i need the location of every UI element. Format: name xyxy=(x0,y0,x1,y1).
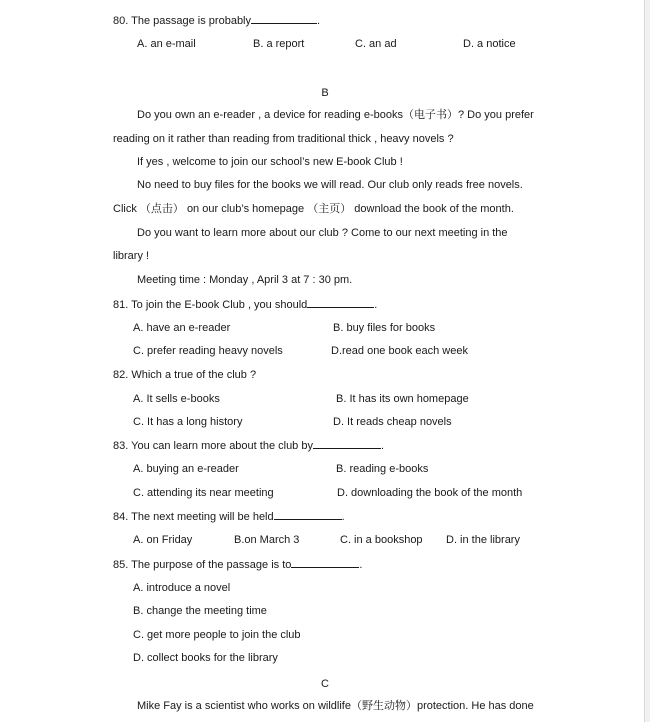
q84-option-c: C. in a bookshop xyxy=(340,534,423,546)
q82-option-c: C. It has a long history xyxy=(133,416,243,428)
q81-answer-blank xyxy=(307,297,374,308)
q85-option-d: D. collect books for the library xyxy=(133,652,278,664)
section-b-heading: B xyxy=(321,87,329,99)
section-c-heading: C xyxy=(321,678,329,690)
q82-option-b: B. It has its own homepage xyxy=(336,393,469,405)
q82-stem: 82. Which a true of the club ? xyxy=(113,369,257,381)
passage-b-line-3: If yes , welcome to join our school’s new E-book Club ! xyxy=(137,156,403,168)
q85-option-a: A. introduce a novel xyxy=(133,582,231,594)
q85-option-b: B. change the meeting time xyxy=(133,605,267,617)
passage-b-line-1: Do you own an e-reader , a device for reading e-books（电子书）? Do you prefer xyxy=(137,109,534,121)
q83-stem xyxy=(113,438,384,453)
q81-option-a: A. have an e-reader xyxy=(133,322,231,334)
q83-stem-period: . xyxy=(380,440,385,452)
q85-answer-blank xyxy=(291,557,359,568)
q81-option-c: C. prefer reading heavy novels xyxy=(133,345,283,357)
q80-option-b: B. a report xyxy=(253,38,305,50)
passage-b-line-5: Click （点击） on our club’s homepage （主页） download the book of the month. xyxy=(113,203,514,215)
q81-option-d: D.read one book each week xyxy=(331,345,468,357)
q84-option-b: B.on March 3 xyxy=(234,534,300,546)
q85-stem xyxy=(113,557,362,572)
q84-stem-period: . xyxy=(341,511,345,523)
q84-option-d: D. in the library xyxy=(446,534,520,546)
q81-option-b: B. buy files for books xyxy=(333,322,436,334)
q84-option-a: A. on Friday xyxy=(133,534,193,546)
meeting-time: Meeting time : Monday , April 3 at 7 : 30 pm. xyxy=(137,274,353,286)
q85-option-c: C. get more people to join the club xyxy=(133,629,301,641)
q83-answer-blank xyxy=(313,438,381,449)
q80-stem xyxy=(113,13,320,28)
q80-stem-text: 80. The passage is probably xyxy=(113,15,251,27)
q85-stem-period: . xyxy=(359,559,363,571)
passage-c-line-1: Mike Fay is a scientist who works on wildlife（野生动物）protection. He has done xyxy=(137,700,534,712)
q80-stem-period: . xyxy=(317,15,321,27)
q83-option-b: B. reading e-books xyxy=(336,463,429,475)
q80-answer-blank xyxy=(251,13,317,24)
q80-option-a: A. an e-mail xyxy=(137,38,196,50)
q81-stem-text: 81. To join the E-book Club , you should xyxy=(113,299,308,311)
q83-option-a: A. buying an e-reader xyxy=(133,463,239,475)
q83-option-d: D. downloading the book of the month xyxy=(337,487,523,499)
q85-stem-text: 85. The purpose of the passage is to xyxy=(113,559,292,571)
q81-stem xyxy=(113,297,377,312)
q84-answer-blank xyxy=(274,509,342,520)
q81-stem-period: . xyxy=(374,299,378,311)
passage-b-line-7: library ! xyxy=(113,250,150,262)
q83-stem-text: 83. You can learn more about the club by xyxy=(113,440,313,452)
passage-b-line-2: reading on it rather than reading from traditional thick , heavy novels ? xyxy=(113,133,454,145)
q82-option-d: D. It reads cheap novels xyxy=(333,416,452,428)
q84-stem xyxy=(113,509,345,524)
vertical-scrollbar[interactable] xyxy=(645,0,650,722)
passage-b-line-4: No need to buy files for the books we will read. Our club only reads free novels. xyxy=(137,179,523,191)
q83-option-c: C. attending its near meeting xyxy=(133,487,274,499)
passage-b-line-6: Do you want to learn more about our club ? Come to our next meeting in the xyxy=(137,227,508,239)
q82-option-a: A. It sells e-books xyxy=(133,393,220,405)
q80-option-c: C. an ad xyxy=(355,38,397,50)
q80-option-d: D. a notice xyxy=(463,38,516,50)
q84-stem-text: 84. The next meeting will be held xyxy=(113,511,274,523)
